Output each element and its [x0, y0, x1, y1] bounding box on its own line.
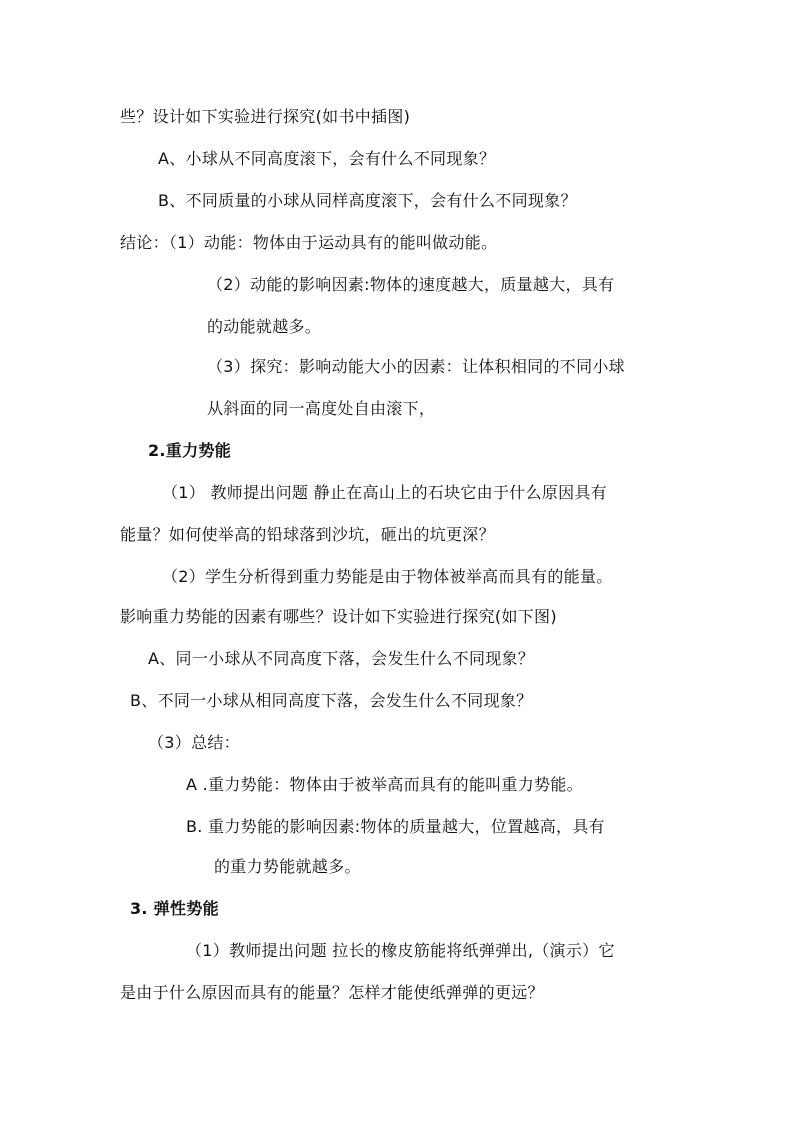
text-line: （3）探究：影响动能大小的因素：让体积相同的不同小球	[207, 357, 625, 376]
text-line: 结论：（1）动能：物体由于运动具有的能叫做动能。	[120, 233, 498, 252]
text-line: 影响重力势能的因素有哪些？设计如下实验进行探究(如下图)	[120, 607, 557, 626]
text-line: B、不同一小球从相同高度下落，会发生什么不同现象？	[130, 691, 533, 710]
text-line: 从斜面的同一高度处自由滚下，	[207, 399, 436, 418]
text-line: （2）学生分析得到重力势能是由于物体被举高而具有的能量。	[162, 567, 613, 586]
text-line: （1） 教师提出问题 静止在高山上的石块它由于什么原因具有	[162, 483, 608, 502]
text-line: （2）动能的影响因素:物体的速度越大，质量越大，具有	[207, 275, 615, 294]
text-line: 的动能就越多。	[207, 317, 322, 336]
text-line: （1）教师提出问题 拉长的橡皮筋能将纸弹弹出,（演示）它	[186, 941, 615, 960]
text-line: B. 重力势能的影响因素:物体的质量越大，位置越高，具有	[186, 817, 605, 836]
text-line: B、不同质量的小球从同样高度滚下，会有什么不同现象？	[158, 191, 577, 210]
section-heading: 3. 弹性势能	[130, 899, 219, 918]
text-line: A、小球从不同高度滚下，会有什么不同现象？	[158, 149, 496, 168]
text-line: 的重力势能就越多。	[214, 857, 361, 876]
text-line: （3）总结：	[148, 733, 240, 752]
text-line: 能量？如何使举高的铅球落到沙坑，砸出的坑更深？	[120, 525, 495, 544]
text-line: 些？设计如下实验进行探究(如书中插图)	[120, 107, 411, 126]
section-heading: 2.重力势能	[148, 441, 232, 460]
text-line: A、同一小球从不同高度下落，会发生什么不同现象？	[148, 649, 535, 668]
text-line: A .重力势能：物体由于被举高而具有的能叫重力势能。	[186, 775, 583, 794]
text-line: 是由于什么原因而具有的能量？怎样才能使纸弹弹的更远？	[120, 983, 544, 1002]
